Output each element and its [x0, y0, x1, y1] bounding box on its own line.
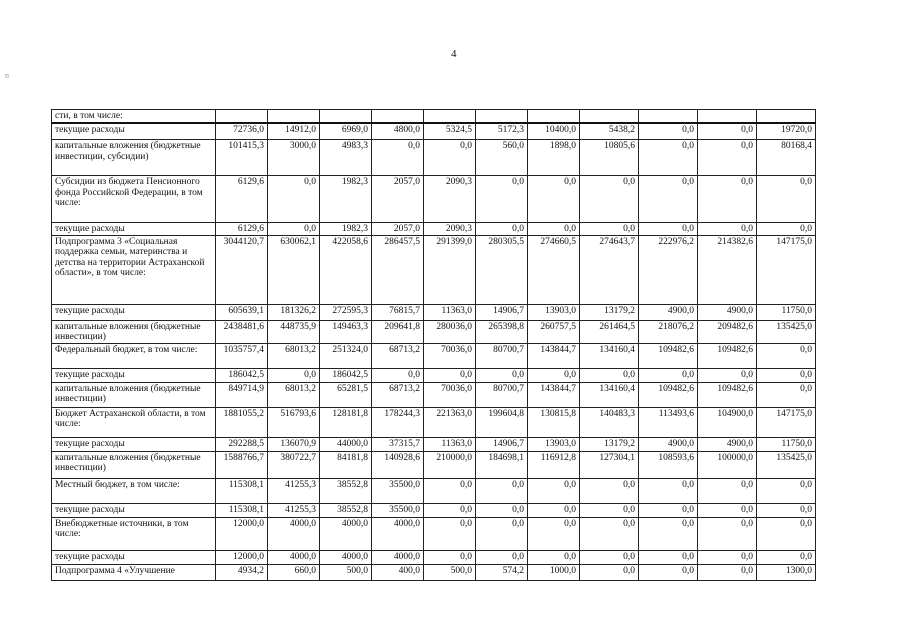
value-cell: 500,0 — [424, 564, 476, 580]
value-cell: 10400,0 — [528, 123, 580, 140]
value-cell: 0,0 — [424, 140, 476, 176]
value-cell: 130815,8 — [528, 407, 580, 437]
value-cell: 0,0 — [639, 140, 698, 176]
value-cell: 380722,7 — [268, 451, 320, 478]
value-cell: 149463,3 — [320, 320, 372, 343]
value-cell: 0,0 — [580, 517, 639, 550]
value-cell: 199604,8 — [476, 407, 528, 437]
value-cell: 1982,3 — [320, 176, 372, 223]
value-cell: 0,0 — [757, 550, 816, 564]
table-row — [52, 451, 816, 478]
value-cell: 0,0 — [757, 517, 816, 550]
value-cell: 0,0 — [698, 517, 757, 550]
value-cell: 128181,8 — [320, 407, 372, 437]
value-cell: 109482,6 — [639, 343, 698, 368]
value-cell: 1000,0 — [528, 564, 580, 580]
value-cell: 68013,2 — [268, 343, 320, 368]
value-cell: 0,0 — [528, 550, 580, 564]
value-cell: 14912,0 — [268, 123, 320, 140]
value-cell: 11363,0 — [424, 304, 476, 320]
value-cell: 2090,3 — [424, 176, 476, 223]
value-cell: 0,0 — [639, 550, 698, 564]
value-cell: 10805,6 — [580, 140, 639, 176]
value-cell: 260757,5 — [528, 320, 580, 343]
value-cell: 4900,0 — [698, 437, 757, 451]
value-cell: 0,0 — [476, 503, 528, 517]
row-label-cell: капитальные вложения (бюджетные инвестиции) — [52, 451, 216, 478]
value-cell: 181326,2 — [268, 304, 320, 320]
value-cell: 11750,0 — [757, 304, 816, 320]
row-label-cell: Подпрограмма 4 «Улучшение — [52, 564, 216, 580]
value-cell: 2090,3 — [424, 223, 476, 236]
value-cell — [372, 110, 424, 123]
value-cell: 178244,3 — [372, 407, 424, 437]
value-cell: 41255,3 — [268, 478, 320, 503]
value-cell: 6129,6 — [216, 176, 268, 223]
row-label-cell: сти, в том числе: — [52, 110, 216, 123]
row-label-cell: текущие расходы — [52, 304, 216, 320]
value-cell: 0,0 — [580, 368, 639, 382]
table-row — [52, 343, 816, 368]
value-cell: 0,0 — [476, 478, 528, 503]
value-cell: 1881055,2 — [216, 407, 268, 437]
value-cell: 4000,0 — [372, 517, 424, 550]
table-row — [52, 320, 816, 343]
value-cell: 605639,1 — [216, 304, 268, 320]
value-cell: 0,0 — [528, 368, 580, 382]
value-cell: 0,0 — [639, 223, 698, 236]
value-cell: 68713,2 — [372, 382, 424, 407]
value-cell: 630062,1 — [268, 235, 320, 304]
value-cell: 1898,0 — [528, 140, 580, 176]
row-label-cell: Субсидии из бюджета Пенсионного фонда Российской Федерации, в том числе: — [52, 176, 216, 223]
table-row — [52, 478, 816, 503]
table-row — [52, 123, 816, 140]
table-row — [52, 223, 816, 236]
value-cell: 109482,6 — [698, 382, 757, 407]
value-cell: 104900,0 — [698, 407, 757, 437]
value-cell: 2438481,6 — [216, 320, 268, 343]
value-cell: 0,0 — [528, 503, 580, 517]
scan-artifact-mark: n — [5, 71, 9, 80]
value-cell: 291399,0 — [424, 235, 476, 304]
value-cell: 0,0 — [757, 478, 816, 503]
value-cell: 109482,6 — [639, 382, 698, 407]
value-cell: 0,0 — [639, 564, 698, 580]
value-cell: 0,0 — [372, 368, 424, 382]
table-row — [52, 564, 816, 580]
value-cell — [757, 110, 816, 123]
value-cell: 0,0 — [580, 478, 639, 503]
value-cell: 135425,0 — [757, 451, 816, 478]
value-cell: 37315,7 — [372, 437, 424, 451]
value-cell: 0,0 — [476, 517, 528, 550]
value-cell: 265398,8 — [476, 320, 528, 343]
row-label-cell: текущие расходы — [52, 368, 216, 382]
row-label-cell: капитальные вложения (бюджетные инвестиции) — [52, 320, 216, 343]
value-cell: 4000,0 — [268, 517, 320, 550]
value-cell: 0,0 — [757, 223, 816, 236]
value-cell: 222976,2 — [639, 235, 698, 304]
value-cell: 4983,3 — [320, 140, 372, 176]
value-cell: 280305,5 — [476, 235, 528, 304]
value-cell: 115308,1 — [216, 478, 268, 503]
value-cell: 65281,5 — [320, 382, 372, 407]
table-row — [52, 368, 816, 382]
row-label-cell: капитальные вложения (бюджетные инвестиции) — [52, 382, 216, 407]
value-cell — [698, 110, 757, 123]
value-cell: 6969,0 — [320, 123, 372, 140]
value-cell: 210000,0 — [424, 451, 476, 478]
value-cell: 0,0 — [757, 343, 816, 368]
value-cell: 116912,8 — [528, 451, 580, 478]
value-cell: 0,0 — [268, 368, 320, 382]
value-cell: 0,0 — [757, 503, 816, 517]
value-cell — [268, 110, 320, 123]
row-label-cell: Подпрограмма 3 «Социальная поддержка семьи, материнства и детства на территории Астраханской области», в том числе: — [52, 235, 216, 304]
value-cell: 72736,0 — [216, 123, 268, 140]
value-cell: 5172,3 — [476, 123, 528, 140]
value-cell: 68713,2 — [372, 343, 424, 368]
value-cell — [320, 110, 372, 123]
value-cell: 500,0 — [320, 564, 372, 580]
value-cell: 0,0 — [698, 140, 757, 176]
value-cell: 2057,0 — [372, 223, 424, 236]
value-cell: 184698,1 — [476, 451, 528, 478]
value-cell: 0,0 — [476, 176, 528, 223]
value-cell: 80700,7 — [476, 343, 528, 368]
value-cell: 14906,7 — [476, 437, 528, 451]
value-cell: 422058,6 — [320, 235, 372, 304]
value-cell: 400,0 — [372, 564, 424, 580]
value-cell: 274660,5 — [528, 235, 580, 304]
value-cell: 0,0 — [698, 564, 757, 580]
table-row — [52, 437, 816, 451]
value-cell: 0,0 — [424, 550, 476, 564]
row-label-cell: текущие расходы — [52, 550, 216, 564]
value-cell: 5438,2 — [580, 123, 639, 140]
value-cell: 286457,5 — [372, 235, 424, 304]
table-body — [52, 110, 816, 581]
value-cell: 0,0 — [698, 478, 757, 503]
value-cell: 101415,3 — [216, 140, 268, 176]
value-cell: 0,0 — [698, 550, 757, 564]
value-cell: 5324,5 — [424, 123, 476, 140]
table-row — [52, 140, 816, 176]
page-number: 4 — [451, 48, 457, 60]
value-cell — [580, 110, 639, 123]
value-cell: 136070,9 — [268, 437, 320, 451]
value-cell: 4000,0 — [372, 550, 424, 564]
value-cell: 143844,7 — [528, 382, 580, 407]
value-cell: 115308,1 — [216, 503, 268, 517]
value-cell: 0,0 — [528, 517, 580, 550]
row-label-cell: текущие расходы — [52, 437, 216, 451]
budget-table — [51, 109, 816, 581]
value-cell: 80168,4 — [757, 140, 816, 176]
value-cell: 70036,0 — [424, 343, 476, 368]
value-cell: 3000,0 — [268, 140, 320, 176]
value-cell: 0,0 — [268, 176, 320, 223]
value-cell: 0,0 — [757, 368, 816, 382]
value-cell: 4000,0 — [320, 550, 372, 564]
table-row — [52, 176, 816, 223]
value-cell: 1588766,7 — [216, 451, 268, 478]
value-cell: 0,0 — [580, 223, 639, 236]
value-cell: 13903,0 — [528, 304, 580, 320]
value-cell: 280036,0 — [424, 320, 476, 343]
row-label-cell: текущие расходы — [52, 223, 216, 236]
value-cell: 0,0 — [639, 503, 698, 517]
value-cell: 2057,0 — [372, 176, 424, 223]
value-cell: 0,0 — [757, 382, 816, 407]
table-row — [52, 110, 816, 123]
value-cell: 12000,0 — [216, 517, 268, 550]
table-row — [52, 382, 816, 407]
value-cell: 4000,0 — [320, 517, 372, 550]
value-cell: 0,0 — [580, 550, 639, 564]
value-cell: 80700,7 — [476, 382, 528, 407]
value-cell: 0,0 — [528, 478, 580, 503]
value-cell: 41255,3 — [268, 503, 320, 517]
value-cell: 76815,7 — [372, 304, 424, 320]
value-cell: 0,0 — [698, 176, 757, 223]
value-cell — [424, 110, 476, 123]
value-cell: 214382,6 — [698, 235, 757, 304]
table-row — [52, 517, 816, 550]
value-cell: 0,0 — [476, 368, 528, 382]
value-cell: 134160,4 — [580, 382, 639, 407]
value-cell: 4934,2 — [216, 564, 268, 580]
value-cell: 251324,0 — [320, 343, 372, 368]
value-cell: 574,2 — [476, 564, 528, 580]
value-cell: 0,0 — [698, 123, 757, 140]
value-cell: 0,0 — [580, 564, 639, 580]
value-cell: 1035757,4 — [216, 343, 268, 368]
row-label-cell: Бюджет Астраханской области, в том числе: — [52, 407, 216, 437]
value-cell: 3044120,7 — [216, 235, 268, 304]
value-cell: 261464,5 — [580, 320, 639, 343]
value-cell: 0,0 — [476, 550, 528, 564]
value-cell: 0,0 — [372, 140, 424, 176]
value-cell: 11363,0 — [424, 437, 476, 451]
value-cell — [639, 110, 698, 123]
row-label-cell: Федеральный бюджет, в том числе: — [52, 343, 216, 368]
value-cell: 13179,2 — [580, 437, 639, 451]
value-cell: 292288,5 — [216, 437, 268, 451]
value-cell: 4900,0 — [639, 437, 698, 451]
value-cell: 147175,0 — [757, 407, 816, 437]
value-cell: 186042,5 — [216, 368, 268, 382]
value-cell: 4900,0 — [639, 304, 698, 320]
value-cell: 4900,0 — [698, 304, 757, 320]
value-cell: 0,0 — [424, 517, 476, 550]
table-row — [52, 503, 816, 517]
value-cell: 0,0 — [528, 223, 580, 236]
value-cell: 109482,6 — [698, 343, 757, 368]
value-cell: 0,0 — [698, 368, 757, 382]
value-cell: 221363,0 — [424, 407, 476, 437]
value-cell: 84181,8 — [320, 451, 372, 478]
value-cell: 147175,0 — [757, 235, 816, 304]
value-cell: 108593,6 — [639, 451, 698, 478]
value-cell: 849714,9 — [216, 382, 268, 407]
row-label-cell: капитальные вложения (бюджетные инвестиции, субсидии) — [52, 140, 216, 176]
value-cell: 11750,0 — [757, 437, 816, 451]
value-cell: 0,0 — [698, 503, 757, 517]
value-cell: 6129,6 — [216, 223, 268, 236]
row-label-cell: Местный бюджет, в том числе: — [52, 478, 216, 503]
value-cell: 38552,8 — [320, 503, 372, 517]
value-cell: 0,0 — [424, 503, 476, 517]
value-cell: 1982,3 — [320, 223, 372, 236]
row-label-cell: текущие расходы — [52, 123, 216, 140]
value-cell: 14906,7 — [476, 304, 528, 320]
value-cell: 0,0 — [476, 223, 528, 236]
value-cell: 0,0 — [424, 368, 476, 382]
value-cell: 35500,0 — [372, 478, 424, 503]
value-cell: 0,0 — [639, 478, 698, 503]
value-cell: 143844,7 — [528, 343, 580, 368]
value-cell: 4000,0 — [268, 550, 320, 564]
value-cell: 0,0 — [268, 223, 320, 236]
value-cell: 186042,5 — [320, 368, 372, 382]
value-cell: 35500,0 — [372, 503, 424, 517]
value-cell: 660,0 — [268, 564, 320, 580]
value-cell: 100000,0 — [698, 451, 757, 478]
row-label-cell: текущие расходы — [52, 503, 216, 517]
value-cell: 0,0 — [528, 176, 580, 223]
value-cell: 560,0 — [476, 140, 528, 176]
value-cell: 0,0 — [639, 368, 698, 382]
value-cell: 13179,2 — [580, 304, 639, 320]
value-cell: 218076,2 — [639, 320, 698, 343]
value-cell: 70036,0 — [424, 382, 476, 407]
value-cell: 274643,7 — [580, 235, 639, 304]
value-cell: 0,0 — [424, 478, 476, 503]
value-cell: 209482,6 — [698, 320, 757, 343]
table-row — [52, 304, 816, 320]
value-cell — [216, 110, 268, 123]
value-cell: 1300,0 — [757, 564, 816, 580]
value-cell: 0,0 — [639, 176, 698, 223]
value-cell: 68013,2 — [268, 382, 320, 407]
value-cell: 44000,0 — [320, 437, 372, 451]
value-cell: 0,0 — [639, 517, 698, 550]
value-cell: 113493,6 — [639, 407, 698, 437]
value-cell: 135425,0 — [757, 320, 816, 343]
value-cell: 516793,6 — [268, 407, 320, 437]
value-cell: 272595,3 — [320, 304, 372, 320]
value-cell: 12000,0 — [216, 550, 268, 564]
value-cell: 38552,8 — [320, 478, 372, 503]
table-row — [52, 407, 816, 437]
value-cell: 448735,9 — [268, 320, 320, 343]
value-cell: 4800,0 — [372, 123, 424, 140]
value-cell: 209641,8 — [372, 320, 424, 343]
value-cell: 127304,1 — [580, 451, 639, 478]
value-cell: 0,0 — [757, 176, 816, 223]
value-cell: 0,0 — [698, 223, 757, 236]
row-label-cell: Внебюджетные источники, в том числе: — [52, 517, 216, 550]
table-row — [52, 550, 816, 564]
value-cell: 134160,4 — [580, 343, 639, 368]
value-cell: 0,0 — [639, 123, 698, 140]
value-cell: 140483,3 — [580, 407, 639, 437]
value-cell: 0,0 — [580, 503, 639, 517]
value-cell: 13903,0 — [528, 437, 580, 451]
value-cell: 0,0 — [580, 176, 639, 223]
value-cell — [476, 110, 528, 123]
value-cell: 19720,0 — [757, 123, 816, 140]
value-cell — [528, 110, 580, 123]
table-row — [52, 235, 816, 304]
value-cell: 140928,6 — [372, 451, 424, 478]
